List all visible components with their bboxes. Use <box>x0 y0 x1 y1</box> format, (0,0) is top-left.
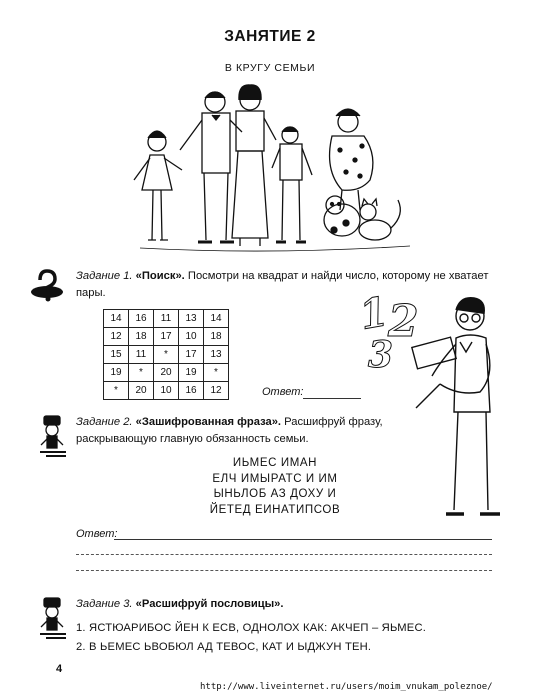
proverb-item: 1. ЯСТЮАРИБОС ЙЕН К ЕСВ, ОДНОЛОХ КАК: АКЧЕП – ЯЬМЕС. <box>76 622 427 634</box>
task2-answer-line-3[interactable] <box>76 570 492 571</box>
cipher-phrase <box>150 456 400 518</box>
task3-text <box>76 596 496 613</box>
grid-cell: 15 <box>104 346 129 364</box>
number-one: 1 <box>356 287 392 340</box>
grid-cell: 18 <box>204 328 229 346</box>
grid-cell: 12 <box>204 382 229 400</box>
task1-label: Задание 1. <box>76 270 133 282</box>
lesson-subtitle: В КРУГУ СЕМЬИ <box>224 62 316 74</box>
task2-text <box>76 414 416 448</box>
number-three: 3 <box>368 334 394 376</box>
grid-cell: 12 <box>104 328 129 346</box>
grid-cell: 11 <box>129 346 154 364</box>
task3-label: Задание 3. <box>76 598 133 610</box>
task3-name: «Расшифруй пословицы». <box>135 598 284 610</box>
grid-cell: 10 <box>154 382 179 400</box>
task2-label: Задание 2. <box>76 416 133 428</box>
watermark-url: http://www.liveinternet.ru/users/moim_vnukam_poleznoe/ <box>200 682 493 692</box>
teacher-illustration <box>410 292 510 524</box>
grid-cell: 17 <box>179 346 204 364</box>
cipher-line: ИЬМЕС ИМАН <box>232 457 318 469</box>
grid-cell: * <box>104 382 129 400</box>
task2-answer-label: Ответ: <box>76 528 118 540</box>
number-grid <box>103 309 229 400</box>
puzzle-figure-icon <box>36 414 70 458</box>
grid-cell: * <box>204 364 229 382</box>
grid-row <box>104 328 229 346</box>
task2-description-line2: раскрывающую главную обязанность семьи. <box>76 433 309 445</box>
grid-cell: 19 <box>104 364 129 382</box>
grid-cell: 10 <box>179 328 204 346</box>
grid-row <box>104 346 229 364</box>
grid-cell: 17 <box>154 328 179 346</box>
task1-name: «Поиск». <box>135 270 185 282</box>
cipher-line: ЙЕТЕД ЕИНАТИПСОВ <box>209 503 341 516</box>
number-two: 2 <box>388 296 419 347</box>
grid-row <box>104 310 229 328</box>
grid-row <box>104 364 229 382</box>
lesson-title: ЗАНЯТИЕ 2 <box>224 28 316 45</box>
family-illustration <box>120 80 420 255</box>
page-number: 4 <box>56 663 63 675</box>
task1-answer-line[interactable] <box>303 398 361 399</box>
proverb-item: 2. В ЬЕМЕС ЬВОБЮЛ АД ТЕВОС, КАТ И ЫДЖУН ТЕН. <box>76 641 372 653</box>
grid-row <box>104 382 229 400</box>
grid-cell: 20 <box>129 382 154 400</box>
grid-cell: 13 <box>204 346 229 364</box>
grid-cell: 14 <box>204 310 229 328</box>
grid-cell: 16 <box>179 382 204 400</box>
puzzle-figure-icon <box>36 596 70 640</box>
grid-cell: 11 <box>154 310 179 328</box>
task1-answer-label: Ответ: <box>262 386 304 398</box>
grid-cell: 20 <box>154 364 179 382</box>
grid-cell: 18 <box>129 328 154 346</box>
cipher-line: ЕЛЧ ИМЫРАТС И ИМ <box>212 472 338 485</box>
task2-description-line1: Расшифруй фразу, <box>284 416 383 428</box>
task2-answer-line-1[interactable] <box>114 539 492 540</box>
task1-description: Посмотри на квадрат и найди число, которому не хватает пары. <box>76 270 489 299</box>
grid-cell: 14 <box>104 310 129 328</box>
question-icon <box>30 268 64 308</box>
task2-name: «Зашифрованная фраза». <box>135 416 282 428</box>
grid-cell: * <box>154 346 179 364</box>
grid-cell: 16 <box>129 310 154 328</box>
grid-cell: 19 <box>179 364 204 382</box>
task2-answer-line-2[interactable] <box>76 554 492 555</box>
grid-cell: 13 <box>179 310 204 328</box>
grid-cell: * <box>129 364 154 382</box>
cipher-line: ЫНЬЛОБ АЗ ДОХУ И <box>213 488 337 501</box>
